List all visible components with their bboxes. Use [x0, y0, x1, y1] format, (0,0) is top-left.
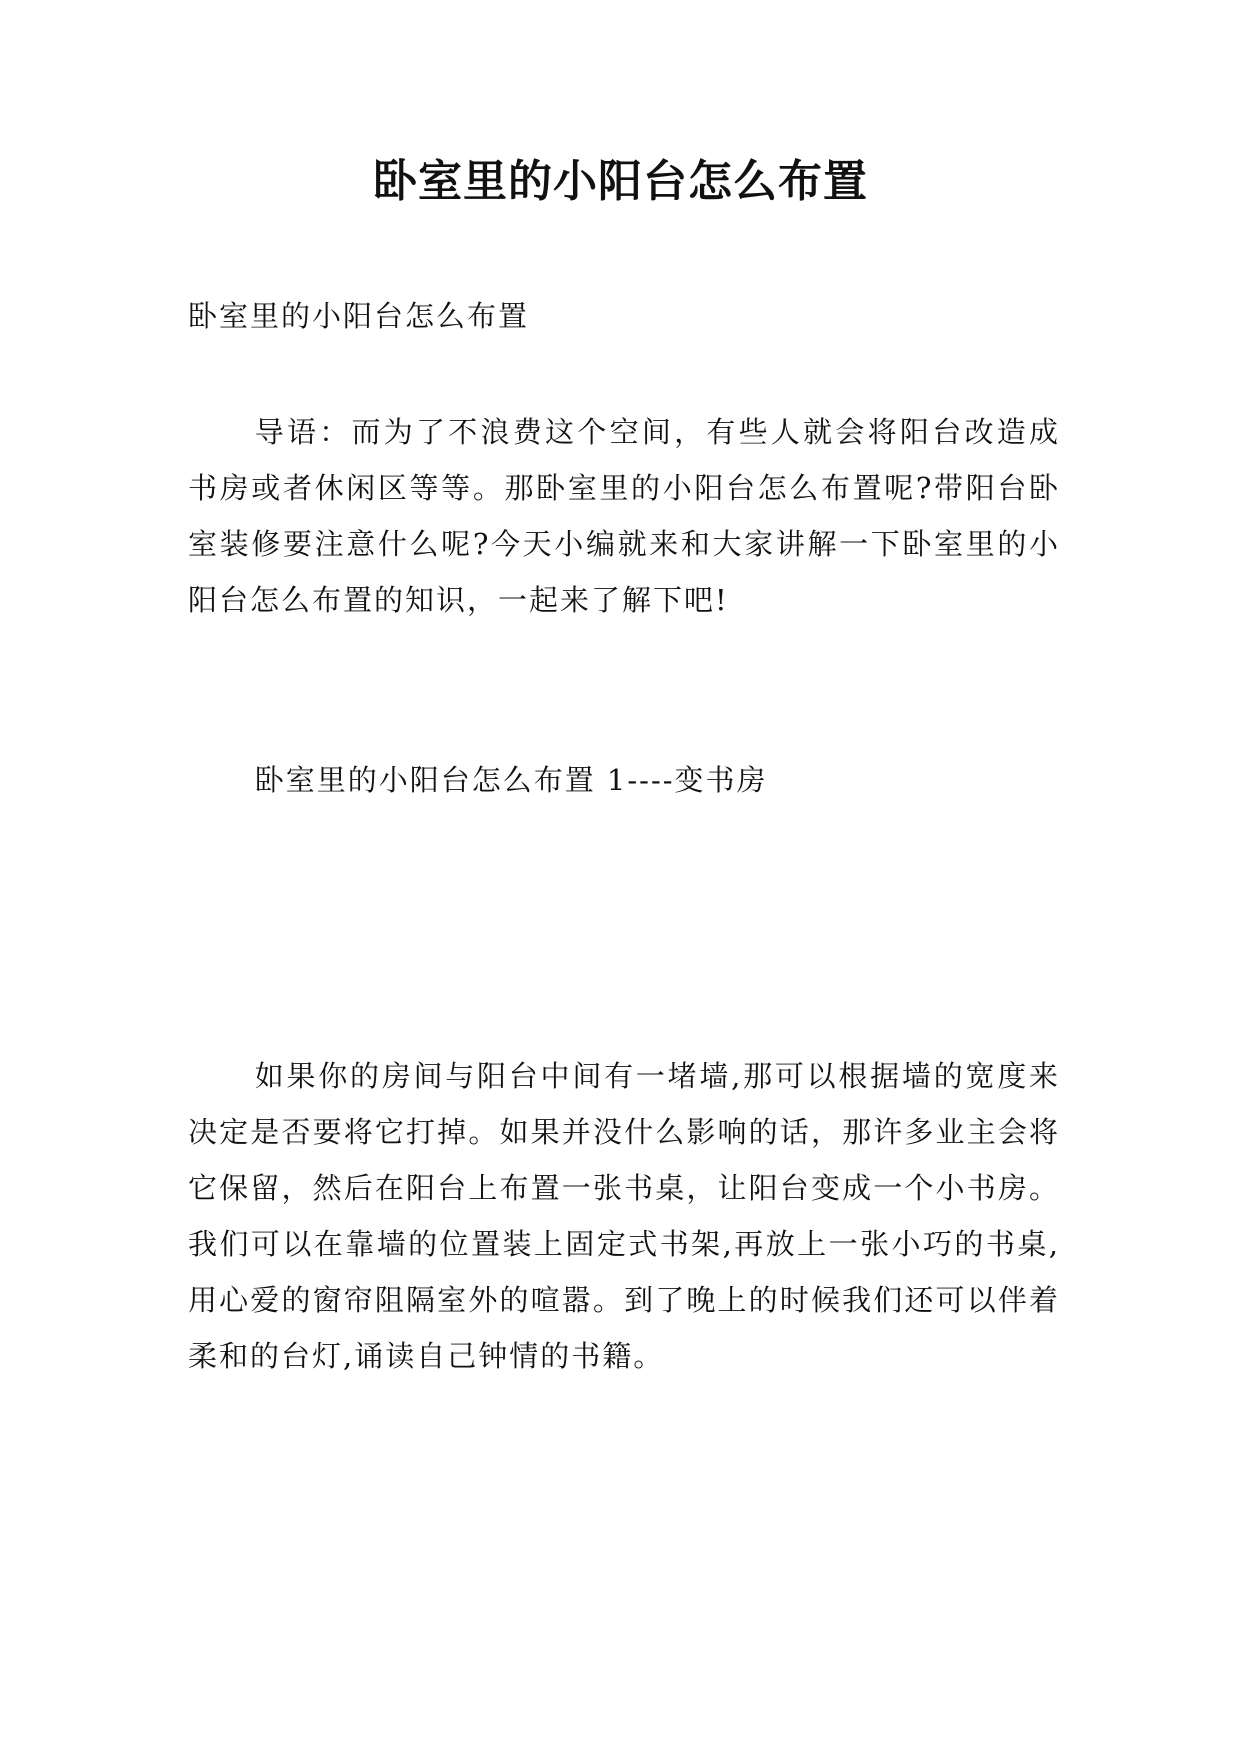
body-paragraph: 如果你的房间与阳台中间有一堵墙,那可以根据墙的宽度来决定是否要将它打掉。如果并没什么影响的话，那许多业主会将它保留，然后在阳台上布置一张书桌，让阳台变成一个小书房。我们可以在靠墙的位置装上固定式书架,再放上一张小巧的书桌,用心爱的窗帘阻隔室外的喧嚣。到了晚上的时候我们还可以伴着柔和的台灯,诵读自己钟情的书籍。 — [188, 1059, 1060, 1373]
document-subtitle: 卧室里的小阳台怎么布置 — [188, 299, 530, 333]
intro-paragraph: 导语：而为了不浪费这个空间，有些人就会将阳台改造成书房或者休闲区等等。那卧室里的小阳台怎么布置呢?带阳台卧室装修要注意什么呢?今天小编就来和大家讲解一下卧室里的小阳台怎么布置的知识，一起来了解下吧! — [188, 415, 1060, 617]
document-title: 卧室里的小阳台怎么布置 — [373, 156, 868, 207]
section-heading: 卧室里的小阳台怎么布置 1----变书房 — [254, 763, 768, 797]
